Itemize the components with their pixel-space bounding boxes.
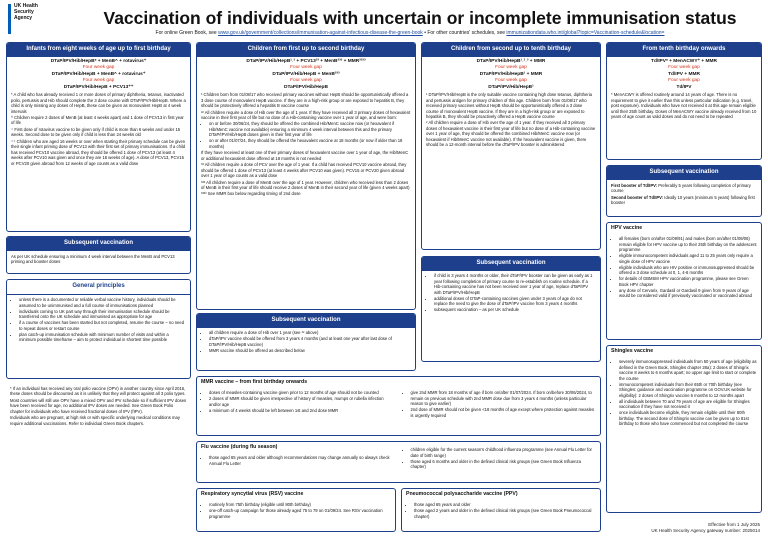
subsequent-item: • MMR vaccine should be offered as described below (209, 348, 411, 353)
subsequent-item: • dTaP/IPV vaccine should be offered from 3 years 4 months (and at least one year after last dose of DTaP/IPV/Hib/HepB vaccine) (209, 336, 411, 347)
flu-item: • those aged 6 months and older in the defined clinical risk groups (see Green Book Influenza chapter) (411, 459, 597, 470)
gateway-number: UK Health Security Agency gateway number: 2025014 (651, 528, 760, 534)
col-tenth-birthday (606, 42, 762, 160)
mmr-item: • doses of measles-containing vaccine given prior to 12 months of age should not be counted (209, 390, 395, 395)
flu-item: • those aged 65 years and older although recommendations may change annually so always check Annual Flu Letter (209, 455, 395, 466)
schedule-step: Td/IPV (676, 84, 692, 90)
booster-2 (611, 195, 757, 206)
gap-label: Four week gap (82, 65, 115, 71)
shingles-item: • once individuals become eligible, they remain eligible until their 80th birthday. The second dose of Shingrix vaccine can be given up to 81st birthday to those who have commenced but not completed the course (619, 410, 757, 426)
gap-label: Four week gap (82, 78, 115, 84)
principle-item: • plan catch-up immunisation schedule with minimum number of visits and within a minimum possible timeframe – aim to protect individual in shortest time possible (19, 332, 186, 343)
subsequent-item: • if child is 3 years 4 months or older, their dTaP/IPV booster can be given as early as 1 year following completion of primary course to re-establish on routine schedule. If a Hib-containing vaccine has not been received over 1 year of age, replace dTaP/IPV with DTaP/IPV/Hib/HepB (434, 273, 596, 295)
ppv-title: Pneumococcal polysaccharide vaccine (PPV) (406, 491, 518, 497)
schedule-step: DTaP/IPV/Hib/HepB + MenB^ + rotavirus⁺ (51, 71, 146, 77)
col-infants-subsequent (6, 236, 191, 274)
logo-line: UK Health (14, 3, 38, 9)
booster-1-label: First booster of Td/IPV: (611, 182, 658, 188)
col-second-subsequent (421, 256, 601, 362)
hpv-item: • for details of GBMSM HPV vaccination programme, please see Green Book HPV chapter (619, 276, 757, 287)
booster-1-text: Preferably 5 years following completion of primary course (611, 182, 751, 194)
col-tenth-subsequent (606, 165, 762, 217)
hpv-box (606, 222, 762, 340)
col-first-birthday (196, 42, 416, 310)
ukhsa-logo (8, 4, 46, 34)
note: Individuals who are pregnant, at high risk or with specific underlying medical conditions may require additional vaccinations. Refer to individual Green Book chapters. (10, 415, 180, 426)
footnote: ² All children require a dose of Hib over the age of 1 year. If they received all 3 primary doses of hexavalent vaccine in their first year of life but no dose of a Hib-containing vaccine over 1 year of age, they should be offered the combined Hib/MenC vaccine now (or hexavalent if Hib/MenC vaccine not available). If the hexavalent vaccine is given, there should be a 12-month interval before the dTaP/IPV booster is administered (426, 120, 596, 148)
subsequent-item: • subsequent vaccination – as per UK schedule (434, 307, 596, 312)
col-first-subsequent (196, 313, 416, 371)
logo-line: Agency (14, 14, 33, 21)
col-tenth-title: From tenth birthday onwards (607, 43, 761, 57)
gap-label: Four week gap (290, 65, 322, 71)
flu-title: Flu vaccine (during flu season) (201, 444, 278, 450)
mmr-item: • 2nd dose of MMR should not be given <18 months of age except where protection against measles is urgently required (411, 407, 597, 418)
footnote-item: • on or after 01/07/24, they should be offered the hexavalent vaccine at 18 months (or now if older than 18 months) (209, 138, 411, 149)
subsequent-title: Subsequent vaccination (607, 166, 761, 180)
shingles-item: • all individuals between 70 and 79 years of age are eligible for Shingles vaccination if they have not received it (619, 399, 757, 410)
gap-label: Four week gap (290, 78, 322, 84)
rsv-box (196, 488, 396, 532)
schedule-step: Td/IPV* + MenACWY⁺ + MMR (651, 58, 717, 64)
footnote: ³³ All children require a dose of PCV over the age of 1 year. If a child has received PCV10 vaccine abroad, they should be offered 1 dose of PCV13 (at least 4 weeks after PCV10 was given). PCV15 or PCV20 given abroad over 1 year of age counts as a valid dose (201, 162, 407, 179)
col-infants-title: Infants from eight weeks of age up to first birthday (7, 43, 190, 57)
principles-notes (6, 383, 191, 429)
footnote: * A child who has already received 1 or more doses of primary diphtheria, tetanus, inactivated polio, pertussis and Hib should complete the 3 dose course with DTaP/IPV/Hib/HepB. Where a child is only missing any doses of HepB, these can be given as monovalent HepB at 4 week intervals (11, 92, 186, 114)
schedule (11, 59, 186, 91)
gap-label: Four week gap (668, 78, 700, 84)
hpv-item: • eligible immunocompetent individuals aged 11 to 25 years only require a single dose of HPV vaccine (619, 253, 757, 264)
footnote: ¹ Children born from 01/08/17 who received primary vaccines without HepB should be opportunistically offered a 3 dose course of monovalent HepB vaccine. If they are in a high-risk group or are exposed to hepatitis B, they should be protectively offered a hepatitis B vaccine course (201, 92, 409, 109)
schedule-step: DTaP/IPV/Hib/HepB* + MenB^ + rotavirus⁺ (50, 58, 147, 64)
flu-item: • children eligible for the current season's childhood influenza programme (see Annual Flu Letter for date of birth range) (411, 447, 597, 458)
footnote: * MenACWY is offered routinely around 14 years of age. There is no requirement to give it earlier than this unless particular indication (e.g. travel, post exposure). Individuals who have not received it at this age remain eligible until their 25th birthday. Doses of MenACWY vaccine already received from 10 years of age count as valid doses and do not need to be repeated (611, 92, 757, 119)
principle-item: • individuals coming to UK part way through their immunisation schedule should be transferred onto the UK schedule and immunised as appropriate for age (19, 309, 186, 320)
shingles-title: Shingles vaccine (611, 348, 654, 354)
hpv-item: • all females (born on/after 01/09/91) and males (born on/after 01/09/06) remain eligible for HPV vaccine up to their 25th birthday on the adolescent programme (619, 236, 757, 252)
schedule-step: DTaP/IPV/Hib/HepB + PCV13⁺⁺ (63, 84, 134, 90)
shingles-item: • severely immunosuppressed individuals from 50 years of age (eligibility as defined in the Green Book, Shingles chapter 28a): 2 doses of Shingrix vaccine 8 weeks to 6 months apart; no upper age limit to start or complete the course (619, 359, 757, 381)
booster-2-label: Second booster of Td/IPV: (611, 194, 664, 200)
page-title: Vaccination of individuals with uncertain or incomplete immunisation status (103, 8, 737, 28)
subline-prefix: For online Green Book, see (155, 30, 219, 36)
reference-line (60, 30, 760, 37)
col-second-title: Children from second up to tenth birthday (422, 43, 600, 57)
hpv-title: HPV vaccine (611, 225, 643, 231)
note: Most countries will still use OPV have a mixed OPV and IPV schedule so if sufficient IPV doses have been received for age, no additional IPV doses are needed. See Green Book Polio chapter for individuals who have received fractional doses of IPV (fIPV). (10, 397, 187, 414)
col-first-title: Children from first up to second birthday (197, 43, 415, 57)
hpv-item: • any dose of Cervarix, Gardasil or Gardasil 9 given from 9 years of age would be considered valid if previously vaccinated or vaccinated abroad (619, 288, 757, 299)
shingles-item: • immunocompetent individuals from their 65th or 70th birthday (see Shingles: guidance and vaccination programme on GOV.UK website for eligibility): 2 doses of Shingrix vaccine 6 months to 12 months apart (619, 382, 757, 398)
schedule-step: DTaP/IPV/Hib/HepB (284, 84, 328, 90)
footnote: ³³³ All children require a dose of MenB over the age of 1 year. However, children who received less than 2 doses of MenB in their first year of life should receive 2 doses of MenB in their second year of life (given 4 weeks apart) (201, 179, 410, 190)
ppv-item: • those aged 65 years and older (414, 502, 596, 507)
principles-title: General principles (7, 280, 190, 295)
logo-line: Security (14, 8, 34, 15)
schedule-step: DTaP/IPV/Hib/HepB¹ (488, 84, 534, 90)
mmr-item: • 2 doses of MMR should be given irrespective of history of measles, mumps or rubella infection and/or age (209, 396, 395, 407)
general-principles (6, 279, 191, 379)
booster-2-text: Ideally 10 years (minimum 5 years) following first booster (611, 194, 755, 206)
rsv-title: Respiratory syncytial virus (RSV) vaccine (201, 491, 304, 497)
gap-label: Four week gap (668, 65, 700, 71)
shingles-box (606, 345, 762, 513)
rsv-item: • routinely from 75th birthday (eligible until 80th birthday) (209, 502, 391, 507)
footnote: ¹ DTaP/IPV/Hib/HepB is the only suitable vaccine containing high dose tetanus, diphtheria and pertussis antigen for primary children of this age. Children born from 01/08/17 who received primary vaccines without HepB should be opportunistically offered a 3 dose course of monovalent HepB vaccine. If they are in a high-risk group or are exposed to hepatitis B, they should be proactively offered a HepB vaccine course (426, 92, 592, 119)
subsequent-title: Subsequent vaccination (197, 314, 415, 328)
footnote: ⁺⁺ Children who are aged 16 weeks or over when starting their primary schedule can be given their single infant priming dose of PCV13 with their first set of primary immunisations. If a child has received PCV10 vaccine abroad, they should be offered 1 dose of PCV13 (at least 4 weeks after PCV10 was given and once they are 16 weeks of age). A dose of PCV13, PCV15 or PCV20 given abroad from 12 weeks of age counts as a valid dose (11, 138, 186, 166)
footnote: ²² All children require a dose of Hib over the age of 1 year. If they have received all 3 primary doses of hexavalent vaccine in their first year of life but no dose of a Hib-containing vaccine over 1 year of age, and were born: (201, 109, 411, 120)
principle-item: • unless there is a documented or reliable verbal vaccine history, individuals should be assumed to be unimmunised and a full course of immunisations planned (19, 297, 186, 308)
who-schedules-link[interactable]: immunizationdata.who.int/global?topic=Vaccination-schedule&location= (506, 30, 665, 36)
footnote: ⁺ First dose of rotavirus vaccine to be given only if child is more than 6 weeks and under 15 weeks. Second dose to be given only if child is less than 24 weeks old (11, 126, 181, 138)
flu-box (196, 441, 601, 483)
footnote-item: • on or before 30/06/24, they should be offered the combined Hib/MenC vaccine now (or hexavalent if Hib/MenC vaccine not available) ensuring a minimum 4 week interval between this and the primary DTaP/IPV/Hib/HepB doses given in their first year of life (209, 121, 411, 137)
schedule-step: DTaP/IPV/Hib/HepB¹ + MMR (479, 71, 543, 77)
rsv-item: • one-off catch-up campaign for those already aged 75 to 79 on 01/09/24. See RSV vaccination programme (209, 508, 391, 519)
hpv-item: • eligible individuals who are HIV positive or immunosuppressed should be offered a 3 dose schedule at 0, 1, 4-6 months (619, 265, 757, 276)
booster-1 (611, 183, 757, 194)
col-infants (6, 42, 191, 232)
mmr-item: • a minimum of 4 weeks should be left between 1st and 2nd dose MMR (209, 408, 395, 413)
footnote: ^ Children require 2 doses of MenB (at least 4 weeks apart) and 1 dose of PCV13 in first year of life (11, 114, 184, 126)
subsequent-item: • all children require a dose of Hib over 1 year (see ²² above) (209, 330, 411, 335)
mmr-box (196, 376, 601, 436)
footer (651, 522, 760, 534)
mmr-title: MMR vaccine – from first birthday onwards (201, 379, 308, 385)
subsequent-item: • additional doses of DTaP-containing vaccines given under 3 years of age do not replace the need to give the dose of dTaP/IPV vaccine from 3 years 4 months (434, 296, 596, 307)
schedule-step: Td/IPV + MMR (668, 71, 700, 77)
principle-item: • if a course of vaccines has been started but not completed, resume the course – no need to repeat doses or restart course (19, 320, 186, 331)
footnote: If they have received at least one of their primary doses of hexavalent vaccine over 1 year of age, the Hib/MenC or additional hexavalent dose offered at 18 months is not needed (201, 150, 409, 161)
schedule-step: DTaP/IPV/Hib/HepB¹˒² + PCV13³³ + MenB³³³ + MMR³³³³ (246, 58, 366, 64)
subsequent-title: Subsequent vaccination (7, 237, 190, 251)
note: * If an individual has received any oral polio vaccine (OPV) in another country since April 2016, these doses should be discounted as it is unlikely that they will protect against all 3 polio types. (10, 386, 186, 397)
ppv-box (401, 488, 601, 532)
mmr-item: • give 2nd MMR from 18 months of age if born on/after 01/07/2024. If born on/before 30/06/2024, to remain on previous schedule with 2nd MMR dose due from 3 years 4 months (unless particular reason to give earlier) (411, 390, 597, 406)
schedule-step: DTaP/IPV/Hib/HepB¹˒²˒³ + MMR (476, 58, 546, 64)
footnote: ³³³³ See MMR box below regarding timing of 2nd dose (201, 191, 301, 197)
col-second-birthday (421, 42, 601, 250)
green-book-link[interactable]: www.gov.uk/government/collections/immunisation-against-infectious-disease-the-green-book (218, 30, 423, 36)
subsequent-title: Subsequent vaccination (422, 257, 600, 271)
ppv-item: • those aged 2 years and older in the defined clinical risk groups (see Green Book Pneumococcal chapter) (414, 508, 596, 519)
subline-mid: • For other countries' schedules, see (422, 30, 507, 36)
gap-label: Four week gap (495, 78, 527, 84)
gap-label: Four week gap (495, 65, 527, 71)
effective-date: Effective from 1 July 2025 (708, 522, 760, 528)
subsequent-text: As per UK schedule ensuring a minimum 4 week interval between the MenB and PCV13 priming and booster doses (11, 253, 175, 265)
schedule-step: DTaP/IPV/Hib/HepB + MenB³³³ (272, 71, 340, 77)
